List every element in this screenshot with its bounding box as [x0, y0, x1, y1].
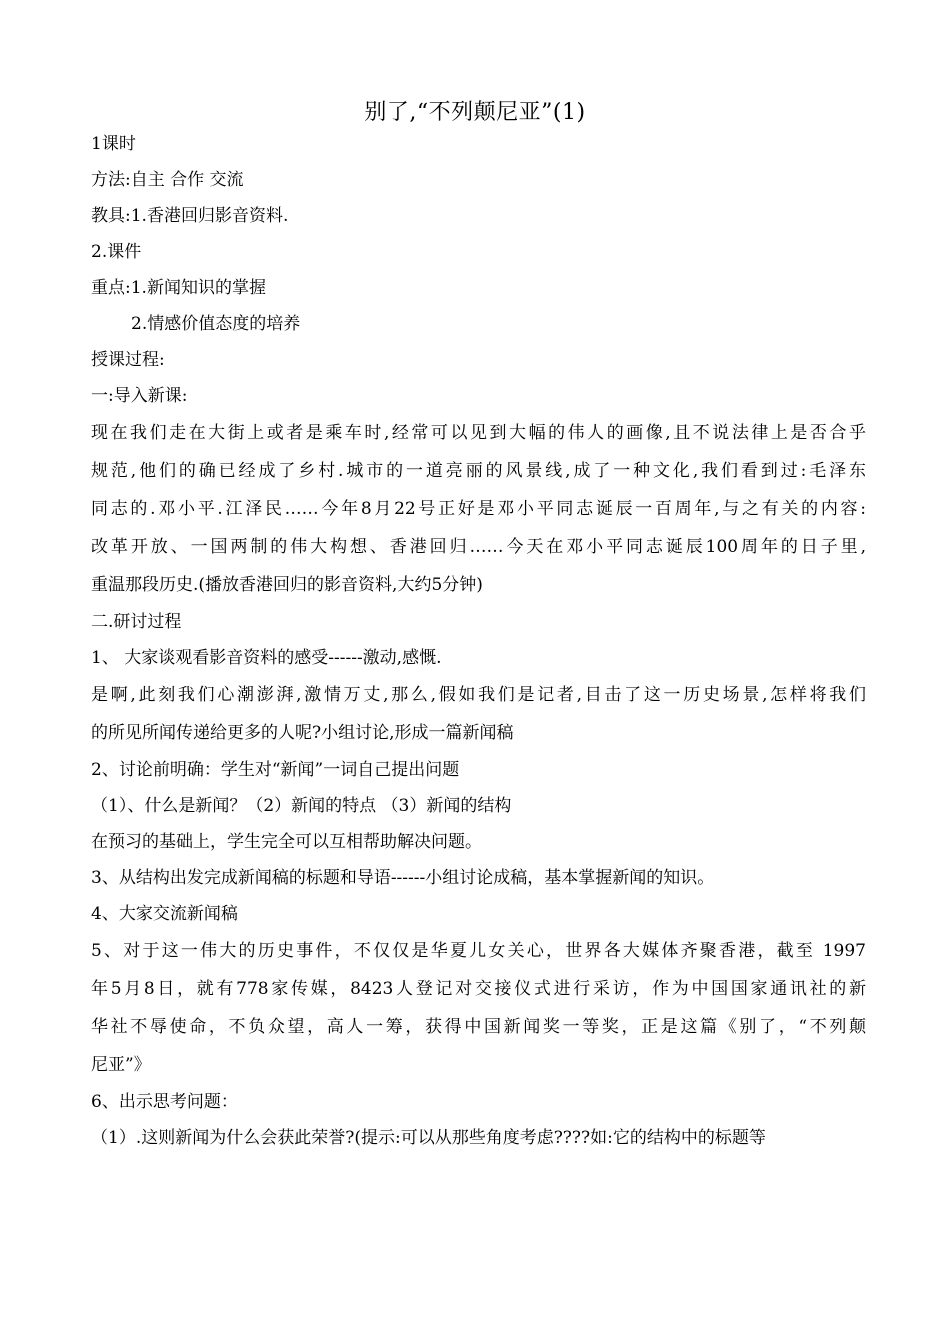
document-title: 别了,“不列颠尼亚”(1) [364, 100, 586, 125]
text-line: 授课过程: [91, 350, 165, 370]
text-line: 2.课件 [91, 242, 142, 262]
paragraph-line: 尼亚”》 [91, 1055, 151, 1075]
text-line: （1）.这则新闻为什么会获此荣誉?(提示:可以从那些角度考虑????如:它的结构中的标题等 [91, 1128, 766, 1148]
text-line: 3、从结构出发完成新闻稿的标题和导语------小组讨论成稿，基本掌握新闻的知识。 [91, 868, 715, 888]
paragraph-line: 是啊,此刻我们心潮澎湃,激情万丈,那么,假如我们是记者,目击了这一历史场景,怎样将我们 [91, 685, 866, 705]
paragraph-line: 重温那段历史.(播放香港回归的影音资料,大约5分钟) [91, 575, 483, 595]
text-line: 1、 大家谈观看影音资料的感受------激动,感慨. [91, 648, 442, 668]
text-line: 1课时 [91, 134, 136, 154]
paragraph-line: 的所见所闻传递给更多的人呢?小组讨论,形成一篇新闻稿 [91, 723, 514, 743]
text-line: 教具:1.香港回归影音资料. [91, 206, 289, 226]
text-line: （1）、什么是新闻？（2）新闻的特点 （3）新闻的结构 [91, 796, 512, 816]
paragraph-line: 5、对于这一伟大的历史事件，不仅仅是华夏儿女关心，世界各大媒体齐聚香港，截至 1997 [91, 941, 866, 961]
paragraph-line: 现在我们走在大街上或者是乘车时,经常可以见到大幅的伟人的画像,且不说法律上是否合乎 [91, 423, 866, 443]
text-line: 一:导入新课: [91, 386, 188, 406]
text-line: 方法:自主 合作 交流 [91, 170, 244, 190]
paragraph-line: 同志的.邓小平.江泽民……今年8月22号正好是邓小平同志诞辰一百周年,与之有关的内容: [91, 499, 866, 519]
document-body [91, 126, 866, 1156]
paragraph-line: 年5月8日，就有778家传媒，8423人登记对交接仪式进行采访，作为中国国家通讯社的新 [91, 979, 866, 999]
paragraph-line: 规范,他们的确已经成了乡村.城市的一道亮丽的风景线,成了一种文化,我们看到过:毛泽东 [91, 461, 866, 481]
text-line: 在预习的基础上，学生完全可以互相帮助解决问题。 [91, 832, 482, 852]
paragraph-line: 华社不辱使命，不负众望，高人一筹，获得中国新闻奖一等奖，正是这篇《别了，“不列颠 [91, 1017, 866, 1037]
section-heading: 二.研讨过程 [91, 612, 182, 632]
text-line: 2、讨论前明确：学生对“新闻”一词自己提出问题 [91, 760, 460, 780]
text-line: 2.情感价值态度的培养 [131, 314, 301, 334]
paragraph-line: 改革开放、一国两制的伟大构想、香港回归……今天在邓小平同志诞辰100周年的日子里, [91, 537, 866, 557]
text-line: 4、大家交流新闻稿 [91, 904, 238, 924]
text-line: 重点:1.新闻知识的掌握 [91, 278, 266, 298]
text-line: 6、出示思考问题： [91, 1092, 238, 1112]
